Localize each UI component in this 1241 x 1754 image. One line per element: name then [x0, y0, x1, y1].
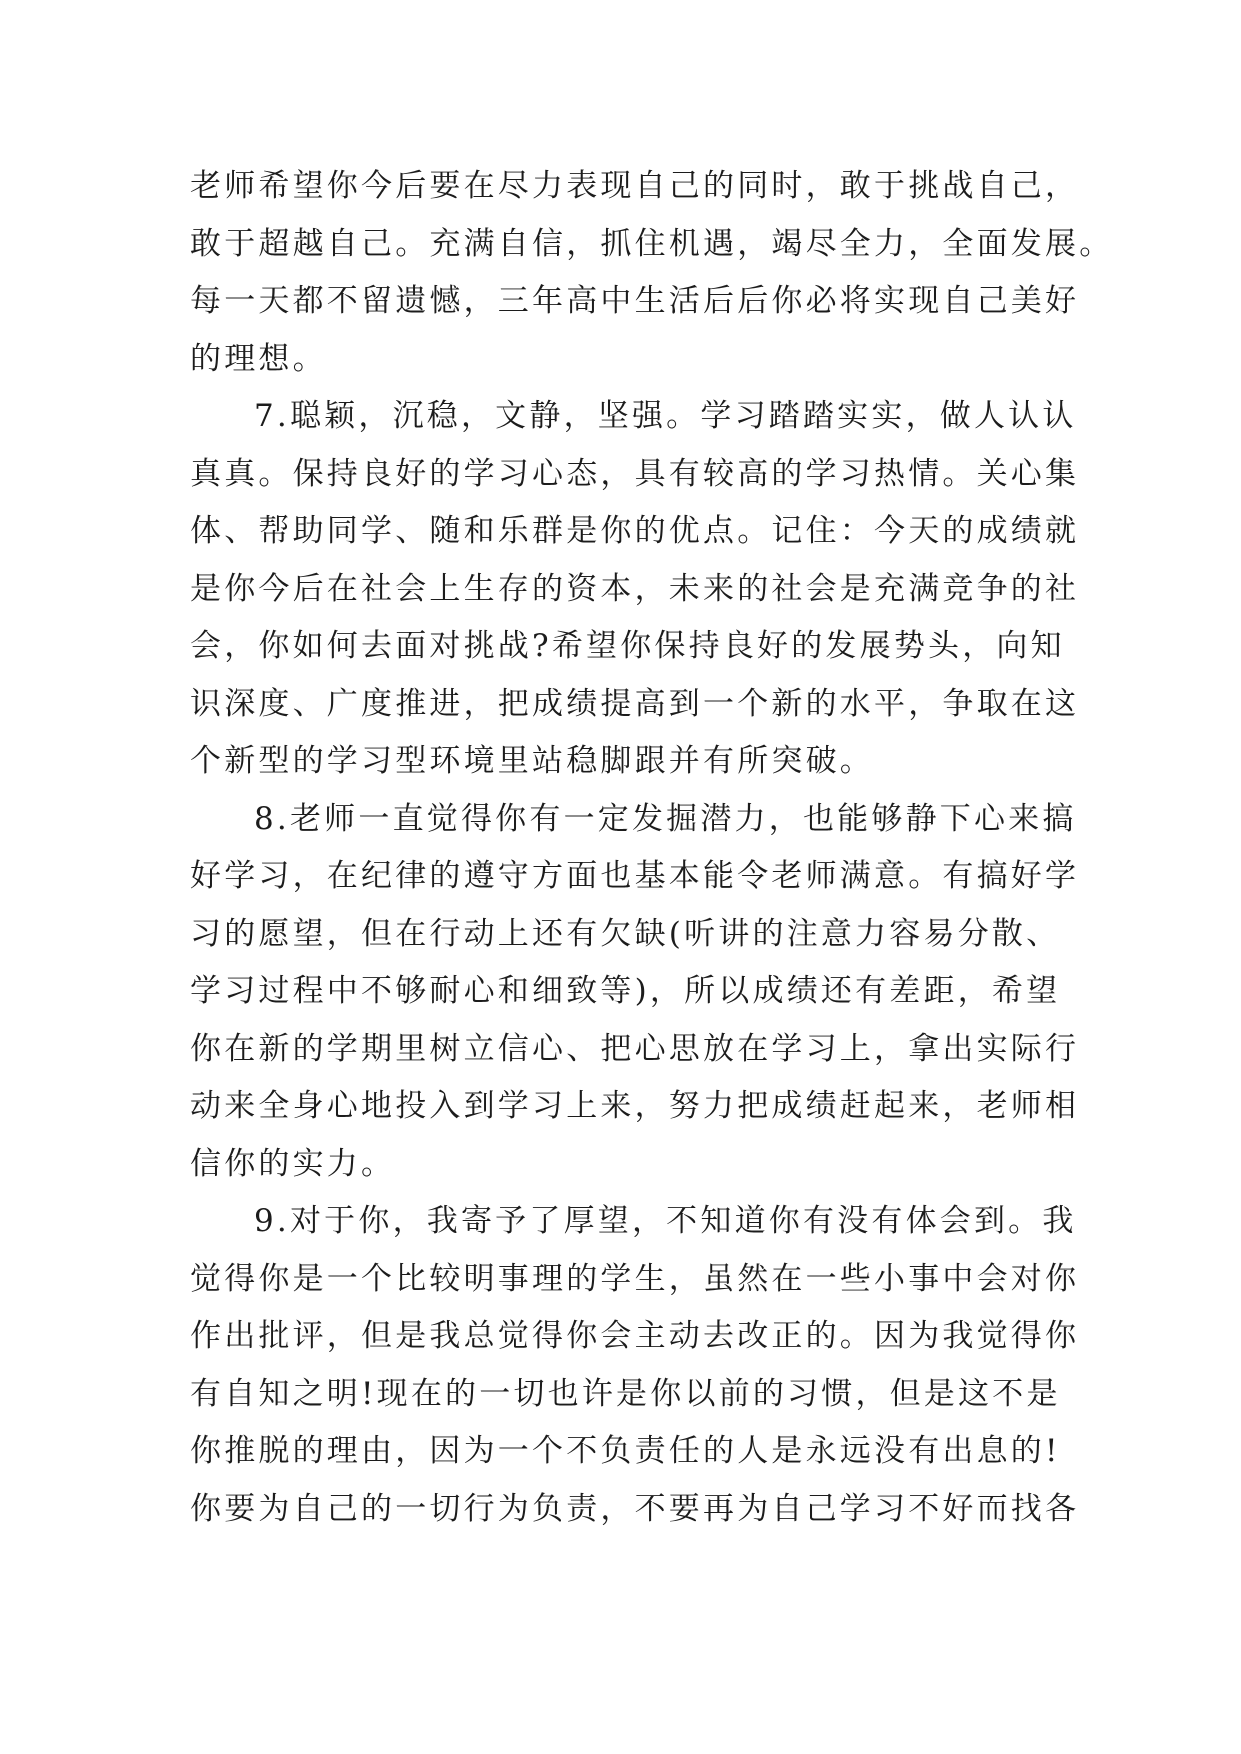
- text-line: 真真。保持良好的学习心态，具有较高的学习热情。关心集: [190, 455, 1080, 492]
- text-line: 好学习，在纪律的遵守方面也基本能令老师满意。有搞好学: [190, 858, 1080, 894]
- text-line: 个新型的学习型环境里站稳脚跟并有所突破。: [190, 743, 874, 779]
- text-line: 老师希望你今后要在尽力表现自己的同时，敢于挑战自己，: [190, 168, 1080, 204]
- paragraph-9-start: 9.对于你，我寄予了厚望，不知道你有没有体会到。我: [254, 1203, 1077, 1239]
- text-line: 你推脱的理由，因为一个不负责任的人是永远没有出息的!: [190, 1433, 1061, 1469]
- text-line: 识深度、广度推进，把成绩提高到一个新的水平，争取在这: [190, 685, 1080, 722]
- text-line: 学习过程中不够耐心和细致等)，所以成绩还有差距，希望: [190, 973, 1061, 1009]
- text-line: 你要为自己的一切行为负责，不要再为自己学习不好而找各: [190, 1490, 1080, 1527]
- text-line: 动来全身心地投入到学习上来，努力把成绩赶起来，老师相: [190, 1088, 1080, 1124]
- text-line: 作出批评，但是我总觉得你会主动去改正的。因为我觉得你: [190, 1318, 1080, 1354]
- text-line: 会，你如何去面对挑战?希望你保持良好的发展势头，向知: [190, 628, 1065, 664]
- text-line: 有自知之明!现在的一切也许是你以前的习惯，但是这不是: [190, 1375, 1061, 1412]
- text-line: 你在新的学期里树立信心、把心思放在学习上，拿出实际行: [190, 1030, 1080, 1067]
- text-line: 是你今后在社会上生存的资本，未来的社会是充满竞争的社: [190, 570, 1080, 607]
- body-text: [190, 158, 1114, 1538]
- text-line: 习的愿望，但在行动上还有欠缺(听讲的注意力容易分散、: [190, 915, 1061, 952]
- paragraph-8-start: 8.老师一直觉得你有一定发掘潜力，也能够静下心来搞: [254, 800, 1077, 837]
- text-line: 敢于超越自己。充满自信，抓住机遇，竭尽全力，全面发展。: [190, 225, 1114, 262]
- text-line: 觉得你是一个比较明事理的学生，虽然在一些小事中会对你: [190, 1260, 1080, 1297]
- text-line: 信你的实力。: [190, 1145, 396, 1182]
- paragraph-7-start: 7.聪颖，沉稳，文静，坚强。学习踏踏实实，做人认认: [254, 398, 1077, 434]
- text-line: 体、帮助同学、随和乐群是你的优点。记住：今天的成绩就: [190, 513, 1080, 549]
- text-line: 的理想。: [190, 340, 327, 377]
- text-line: 每一天都不留遗憾，三年高中生活后后你必将实现自己美好: [190, 283, 1080, 319]
